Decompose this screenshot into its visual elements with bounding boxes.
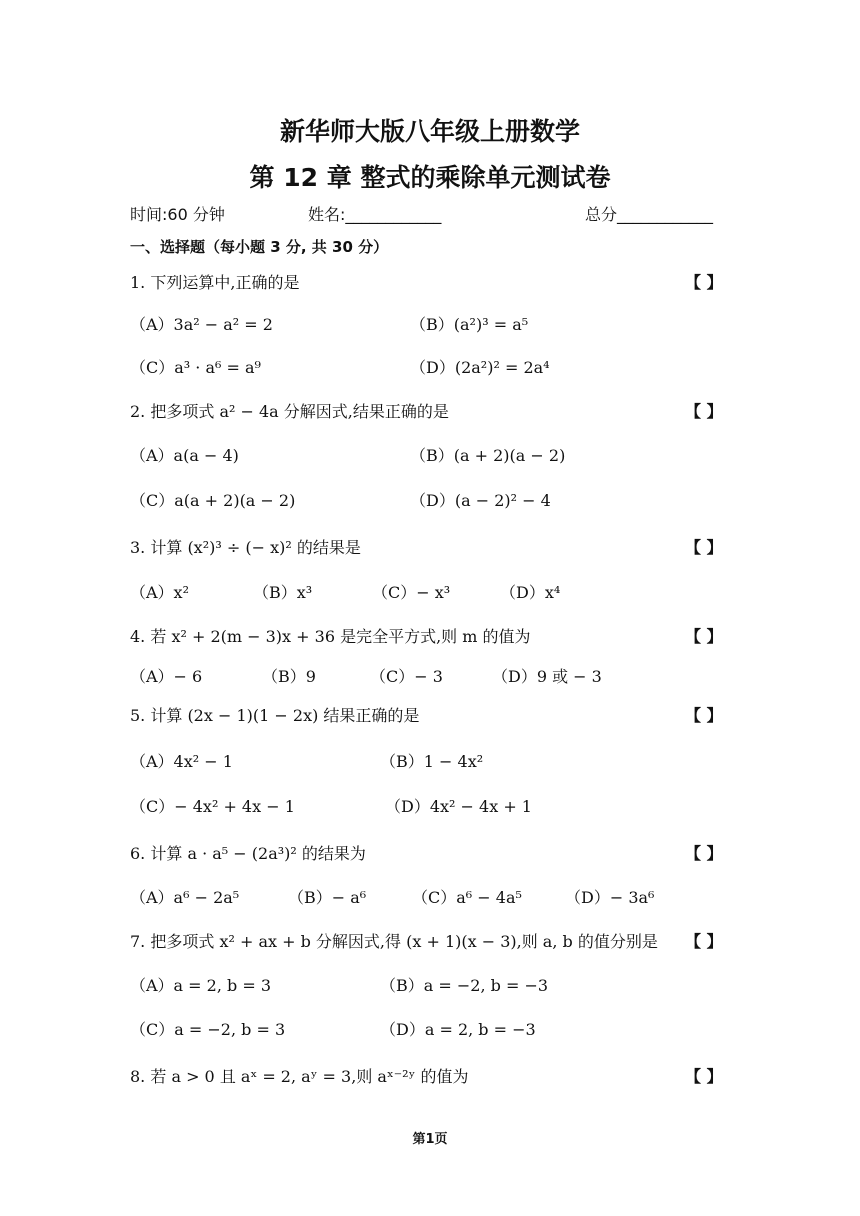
options-row <box>0 973 860 999</box>
question-text: 8. 若 a > 0 且 aˣ = 2, aʸ = 3,则 aˣ⁻²ʸ 的值为 <box>130 1067 469 1086</box>
option-d: （D）4x² − 4x + 1 <box>385 797 532 816</box>
question-text: 7. 把多项式 x² + ax + b 分解因式,得 (x + 1)(x − 3),则 a, b 的值分别是 <box>130 932 658 951</box>
question-text: 3. 计算 (x²)³ ÷ (− x)² 的结果是 <box>130 538 361 557</box>
option-d: （D）9 或 − 3 <box>492 667 602 686</box>
option-a: （A）− 6 <box>130 667 203 686</box>
option-b: （B）9 <box>262 667 316 686</box>
option-b: （B）(a²)³ = a⁵ <box>410 315 529 334</box>
option-c: （C）a⁶ − 4a⁵ <box>412 888 522 907</box>
options-row <box>0 580 860 606</box>
question-1 <box>0 270 860 296</box>
option-a: （A）x² <box>130 583 189 602</box>
name-field: 姓名:____________ <box>308 205 442 224</box>
options-row <box>0 885 860 911</box>
option-a: （A）a⁶ − 2a⁵ <box>130 888 240 907</box>
page-number: 第1页 <box>412 1132 448 1147</box>
options-row <box>0 312 860 338</box>
option-d: （D）(2a²)² = 2a⁴ <box>410 358 550 377</box>
options-row <box>0 355 860 381</box>
question-text: 4. 若 x² + 2(m − 3)x + 36 是完全平方式,则 m 的值为 <box>130 627 531 646</box>
page-title: 新华师大版八年级上册数学 <box>279 117 580 146</box>
options-row <box>0 794 860 820</box>
option-b: （B）1 − 4x² <box>380 752 484 771</box>
option-d: （D）(a − 2)² − 4 <box>410 491 551 510</box>
score-field: 总分____________ <box>585 205 714 224</box>
option-b: （B）x³ <box>253 583 313 602</box>
options-row <box>0 664 860 690</box>
question-2 <box>0 399 860 425</box>
option-c: （C）− 3 <box>370 667 443 686</box>
options-row <box>0 1017 860 1043</box>
time-label: 时间:60 分钟 <box>130 205 225 224</box>
option-a: （A）3a² − a² = 2 <box>130 315 273 334</box>
page-subtitle: 第 12 章 整式的乘除单元测试卷 <box>249 163 611 192</box>
option-c: （C）a = −2, b = 3 <box>130 1020 286 1039</box>
options-row <box>0 443 860 469</box>
question-7 <box>0 929 860 955</box>
answer-bracket: 【 】 <box>685 844 723 863</box>
section-title: 一、选择题（每小题 3 分, 共 30 分） <box>130 238 389 256</box>
answer-bracket: 【 】 <box>685 706 723 725</box>
question-6 <box>0 841 860 867</box>
question-text: 2. 把多项式 a² − 4a 分解因式,结果正确的是 <box>130 402 449 421</box>
option-b: （B）(a + 2)(a − 2) <box>410 446 566 465</box>
option-a: （A）a(a − 4) <box>130 446 239 465</box>
question-5 <box>0 703 860 729</box>
option-b: （B）a = −2, b = −3 <box>380 976 549 995</box>
question-text: 5. 计算 (2x − 1)(1 − 2x) 结果正确的是 <box>130 706 420 725</box>
answer-bracket: 【 】 <box>685 932 723 951</box>
answer-bracket: 【 】 <box>685 1067 723 1086</box>
question-8 <box>0 1064 860 1090</box>
option-c: （C）− 4x² + 4x − 1 <box>130 797 295 816</box>
answer-bracket: 【 】 <box>685 538 723 557</box>
option-b: （B）− a⁶ <box>288 888 367 907</box>
option-c: （C）− x³ <box>372 583 451 602</box>
answer-bracket: 【 】 <box>685 627 723 646</box>
answer-bracket: 【 】 <box>685 273 723 292</box>
option-c: （C）a³ · a⁶ = a⁹ <box>130 358 261 377</box>
option-a: （A）a = 2, b = 3 <box>130 976 272 995</box>
options-row <box>0 488 860 514</box>
answer-bracket: 【 】 <box>685 402 723 421</box>
option-a: （A）4x² − 1 <box>130 752 233 771</box>
option-c: （C）a(a + 2)(a − 2) <box>130 491 296 510</box>
question-text: 6. 计算 a · a⁵ − (2a³)² 的结果为 <box>130 844 366 863</box>
question-3 <box>0 535 860 561</box>
option-d: （D）x⁴ <box>500 583 561 602</box>
option-d: （D）− 3a⁶ <box>565 888 655 907</box>
options-row <box>0 749 860 775</box>
question-4 <box>0 624 860 650</box>
question-text: 1. 下列运算中,正确的是 <box>130 273 300 292</box>
option-d: （D）a = 2, b = −3 <box>380 1020 536 1039</box>
